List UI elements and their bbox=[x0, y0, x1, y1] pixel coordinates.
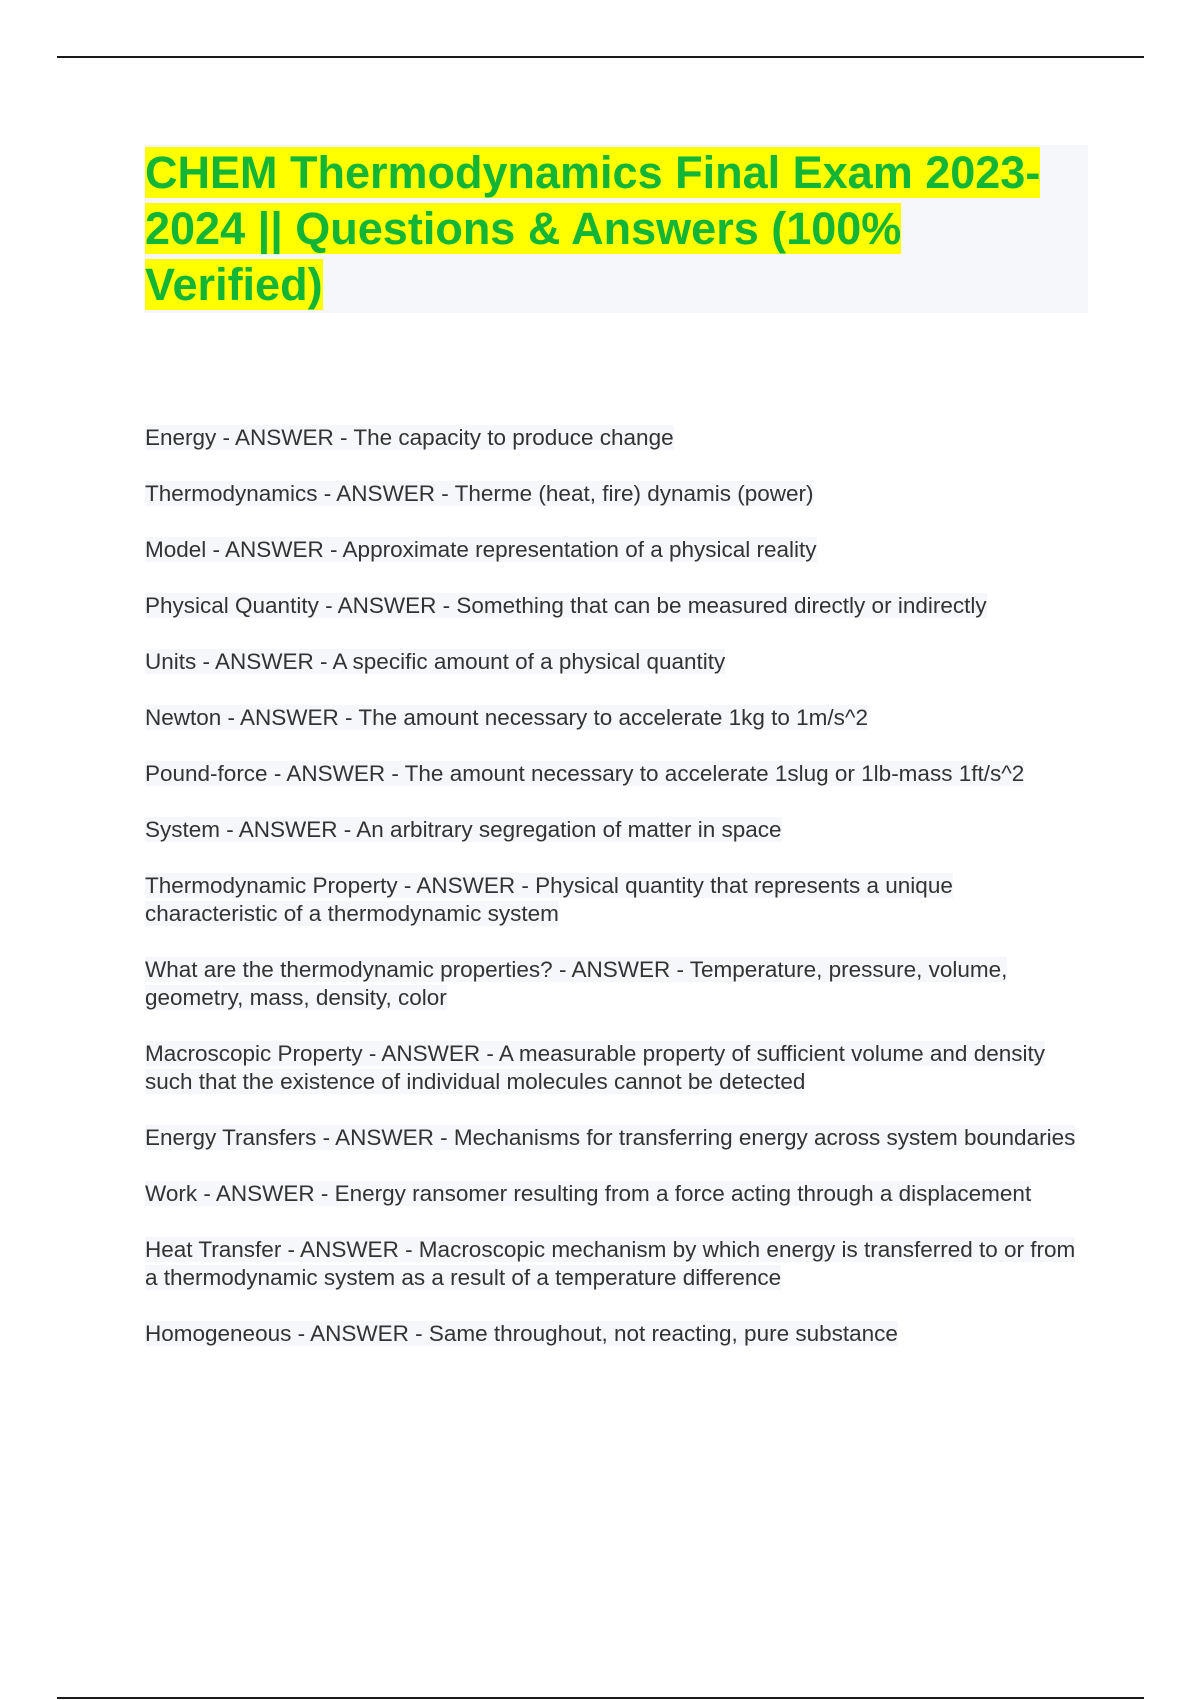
qa-item-text: What are the thermodynamic properties? - ANSWER - Temperature, pressure, volume, geometry, mass, density, color bbox=[145, 957, 1008, 1010]
top-rule bbox=[57, 56, 1144, 58]
qa-item bbox=[145, 1040, 1090, 1096]
title-block bbox=[145, 145, 1088, 313]
qa-item bbox=[145, 872, 1090, 928]
qa-list bbox=[145, 424, 1090, 1376]
bottom-rule bbox=[57, 1697, 1144, 1699]
qa-item-text: Energy Transfers - ANSWER - Mechanisms for transferring energy across system boundaries bbox=[145, 1125, 1076, 1150]
qa-item-text: Physical Quantity - ANSWER - Something that can be measured directly or indirectly bbox=[145, 593, 987, 618]
qa-item-text: Thermodynamics - ANSWER - Therme (heat, fire) dynamis (power) bbox=[145, 481, 814, 506]
qa-item bbox=[145, 648, 1090, 676]
qa-item-text: Newton - ANSWER - The amount necessary to accelerate 1kg to 1m/s^2 bbox=[145, 705, 868, 730]
qa-item-text: Model - ANSWER - Approximate representation of a physical reality bbox=[145, 537, 817, 562]
qa-item bbox=[145, 956, 1090, 1012]
qa-item-text: Homogeneous - ANSWER - Same throughout, not reacting, pure substance bbox=[145, 1321, 898, 1346]
qa-item-text: Work - ANSWER - Energy ransomer resulting from a force acting through a displacement bbox=[145, 1181, 1032, 1206]
qa-item-text: Heat Transfer - ANSWER - Macroscopic mechanism by which energy is transferred to or from a thermodynamic system as a result of a temperature difference bbox=[145, 1237, 1076, 1290]
qa-item bbox=[145, 480, 1090, 508]
qa-item bbox=[145, 704, 1090, 732]
qa-item bbox=[145, 592, 1090, 620]
qa-item-text: Pound-force - ANSWER - The amount necessary to accelerate 1slug or 1lb-mass 1ft/s^2 bbox=[145, 761, 1025, 786]
qa-item-text: Thermodynamic Property - ANSWER - Physical quantity that represents a unique characteristic of a thermodynamic system bbox=[145, 873, 953, 926]
qa-item bbox=[145, 1180, 1090, 1208]
document-title-text: CHEM Thermodynamics Final Exam 2023-2024 || Questions & Answers (100% Verified) bbox=[145, 147, 1041, 310]
qa-item bbox=[145, 1236, 1090, 1292]
qa-item bbox=[145, 424, 1090, 452]
document-title bbox=[145, 145, 1088, 313]
qa-item bbox=[145, 1320, 1090, 1348]
qa-item bbox=[145, 536, 1090, 564]
qa-item-text: Macroscopic Property - ANSWER - A measurable property of sufficient volume and density such that the existence of individual molecules cannot be detected bbox=[145, 1041, 1045, 1094]
qa-item bbox=[145, 816, 1090, 844]
qa-item-text: System - ANSWER - An arbitrary segregation of matter in space bbox=[145, 817, 782, 842]
qa-item bbox=[145, 1124, 1090, 1152]
qa-item-text: Energy - ANSWER - The capacity to produce change bbox=[145, 425, 674, 450]
qa-item bbox=[145, 760, 1090, 788]
qa-item-text: Units - ANSWER - A specific amount of a physical quantity bbox=[145, 649, 726, 674]
